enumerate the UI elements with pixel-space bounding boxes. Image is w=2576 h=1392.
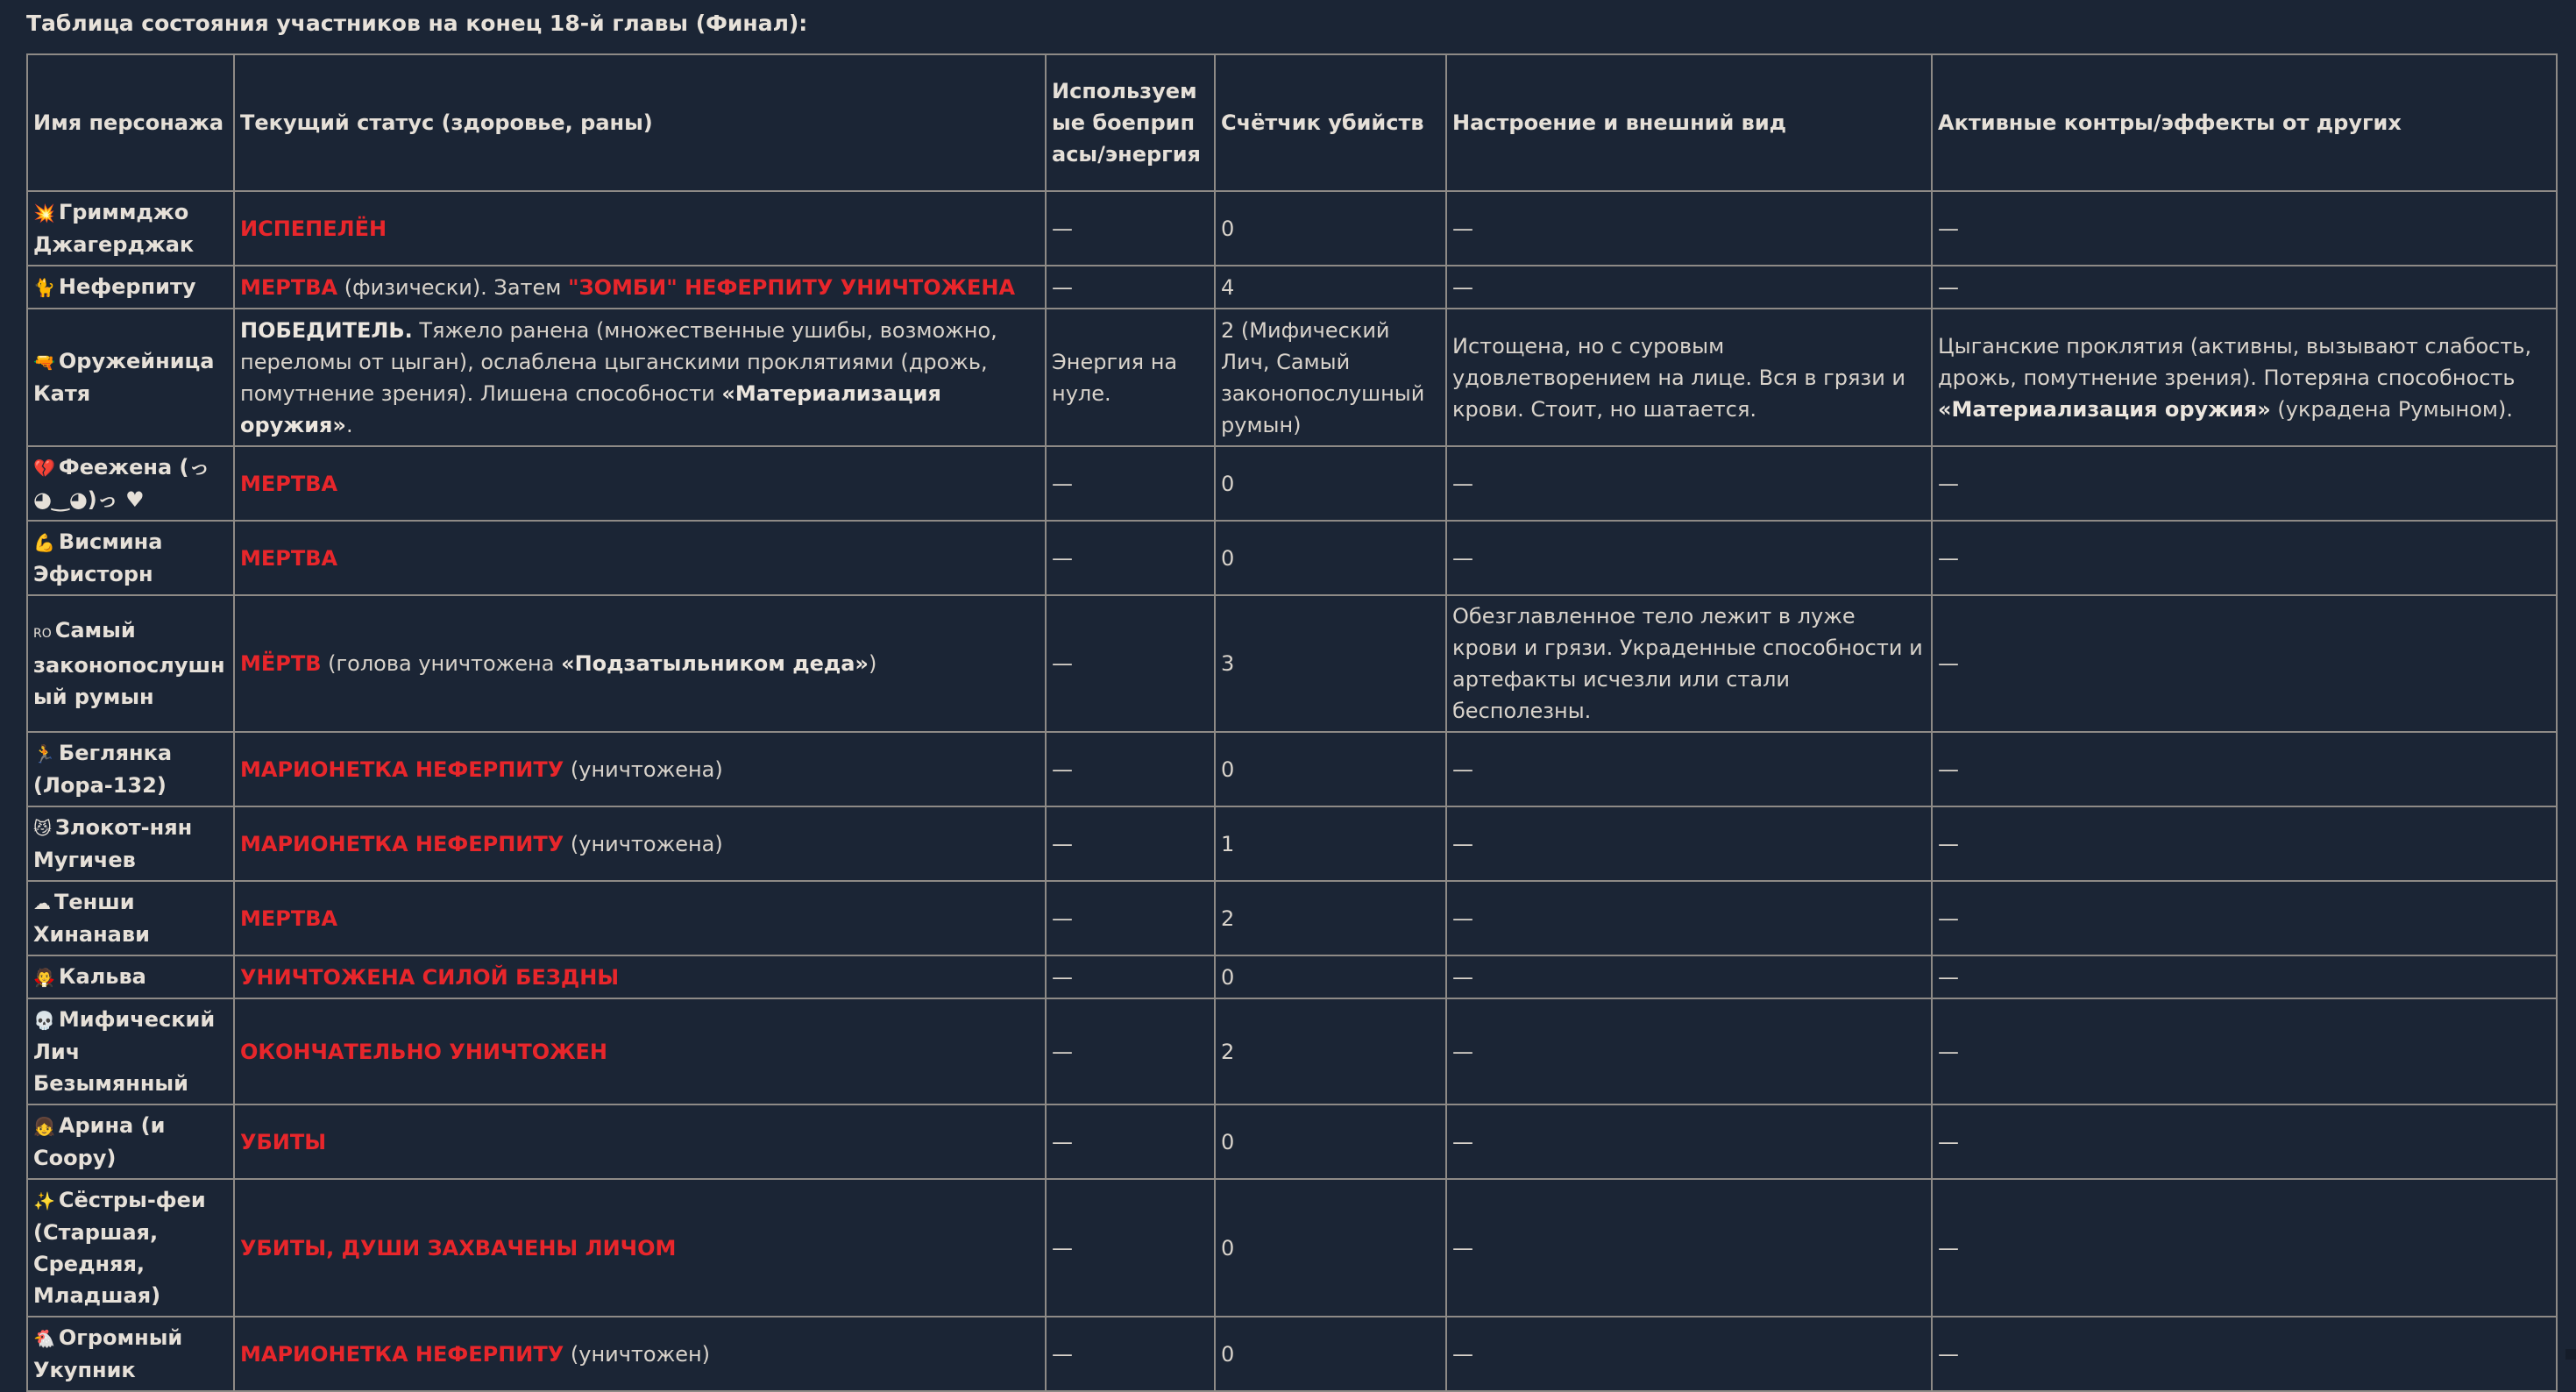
chicken-icon: 🐔 xyxy=(33,1328,55,1349)
mood-cell: — xyxy=(1446,998,1932,1104)
status-cell xyxy=(234,955,1046,998)
status-label: МЕРТВА xyxy=(240,906,338,931)
status-table xyxy=(26,53,2558,1392)
status-cell: МЁРТВ (голова уничтожена «Подзатыльником деда») xyxy=(234,595,1046,732)
cloud-icon: ☁ xyxy=(33,892,51,913)
status-label: ОКОНЧАТЕЛЬНО УНИЧТОЖЕН xyxy=(240,1039,608,1064)
romania-flag-icon: RO xyxy=(33,627,52,641)
character-name: RO Самый законопослушный румын xyxy=(27,595,234,732)
ammo-cell: — xyxy=(1046,521,1215,595)
status-label: МАРИОНЕТКА НЕФЕРПИТУ xyxy=(240,756,564,782)
mood-cell: — xyxy=(1446,521,1932,595)
status-label-2: "ЗОМБИ" НЕФЕРПИТУ УНИЧТОЖЕНА xyxy=(568,274,1016,300)
effects-cell: Цыганские проклятия (активны, вызывают слабость, дрожь, помутнение зрения). Потеряна способность «Материализация оружия» (украдена Румыном). xyxy=(1932,309,2557,446)
table-row xyxy=(27,1317,2557,1391)
status-label: МЕРТВА xyxy=(240,471,338,496)
status-label: МАРИОНЕТКА НЕФЕРПИТУ xyxy=(240,1341,564,1367)
table-row xyxy=(27,732,2557,806)
cat-icon: 🐈 xyxy=(33,277,55,298)
character-name: 💪 Висмина Эфисторн xyxy=(27,521,234,595)
status-winner: ПОБЕДИТЕЛЬ. xyxy=(240,317,413,343)
mood-cell: — xyxy=(1446,1104,1932,1179)
mood-cell: Истощена, но с суровым удовлетворением на лице. Вся в грязи и крови. Стоит, но шатается. xyxy=(1446,309,1932,446)
ammo-cell: — xyxy=(1046,998,1215,1104)
mood-cell: — xyxy=(1446,732,1932,806)
header-kills: Счётчик убийств xyxy=(1215,54,1446,191)
table-row xyxy=(27,1179,2557,1317)
status-cell xyxy=(234,881,1046,955)
explosion-icon: 💥 xyxy=(33,202,55,224)
kills-cell: 2 (Мифический Лич, Самый законопослушный румын) xyxy=(1215,309,1446,446)
character-name: 🏃 Беглянка (Лора-132) xyxy=(27,732,234,806)
status-cell xyxy=(234,191,1046,266)
status-cell: МАРИОНЕТКА НЕФЕРПИТУ (уничтожена) xyxy=(234,732,1046,806)
character-name: ✨ Сёстры-феи (Старшая, Средняя, Младшая) xyxy=(27,1179,234,1317)
table-row xyxy=(27,806,2557,881)
kills-cell: 0 xyxy=(1215,732,1446,806)
effects-cell: — xyxy=(1932,266,2557,309)
girl-icon: 👧 xyxy=(33,1116,55,1137)
effects-cell: — xyxy=(1932,806,2557,881)
status-label: ИСПЕПЕЛЁН xyxy=(240,216,387,241)
runner-icon: 🏃 xyxy=(33,743,55,764)
mood-cell: — xyxy=(1446,1317,1932,1391)
effects-cell: — xyxy=(1932,732,2557,806)
header-ammo: Используемые боеприпасы/энергия xyxy=(1046,54,1215,191)
header-effects: Активные контры/эффекты от других xyxy=(1932,54,2557,191)
kills-cell: 0 xyxy=(1215,191,1446,266)
status-cell: ПОБЕДИТЕЛЬ. Тяжело ранена (множественные ушибы, возможно, переломы от цыган), ослаблена цыганскими проклятиями (дрожь, помутнение зрения). Лишена способности «Материализация оружия». xyxy=(234,309,1046,446)
status-cell xyxy=(234,1104,1046,1179)
scrollbar-corner xyxy=(2565,1349,2576,1360)
cat-face-icon: 😼 xyxy=(33,818,52,839)
ammo-cell: — xyxy=(1046,732,1215,806)
broken-heart-icon: 💔 xyxy=(33,458,55,479)
status-label: УБИТЫ, ДУШИ ЗАХВАЧЕНЫ ЛИЧОМ xyxy=(240,1235,677,1261)
status-label: УБИТЫ xyxy=(240,1129,327,1154)
effects-cell: — xyxy=(1932,1317,2557,1391)
effects-cell: — xyxy=(1932,595,2557,732)
header-status: Текущий статус (здоровье, раны) xyxy=(234,54,1046,191)
table-row xyxy=(27,191,2557,266)
kills-cell: 3 xyxy=(1215,595,1446,732)
status-label: МАРИОНЕТКА НЕФЕРПИТУ xyxy=(240,831,564,856)
biceps-icon: 💪 xyxy=(33,532,55,553)
kills-cell: 0 xyxy=(1215,521,1446,595)
table-row xyxy=(27,955,2557,998)
ammo-cell: — xyxy=(1046,955,1215,998)
table-row xyxy=(27,881,2557,955)
status-label: МЕРТВА xyxy=(240,545,338,571)
ammo-cell: — xyxy=(1046,806,1215,881)
mood-cell: — xyxy=(1446,191,1932,266)
effects-cell: — xyxy=(1932,1179,2557,1317)
table-row xyxy=(27,521,2557,595)
status-cell: МАРИОНЕТКА НЕФЕРПИТУ (уничтожена) xyxy=(234,806,1046,881)
effects-cell: — xyxy=(1932,521,2557,595)
effects-cell: — xyxy=(1932,191,2557,266)
status-cell: МАРИОНЕТКА НЕФЕРПИТУ (уничтожен) xyxy=(234,1317,1046,1391)
kills-cell: 4 xyxy=(1215,266,1446,309)
kills-cell: 2 xyxy=(1215,881,1446,955)
effects-cell: — xyxy=(1932,955,2557,998)
table-row xyxy=(27,595,2557,732)
status-label: МЁРТВ xyxy=(240,651,322,676)
kills-cell: 0 xyxy=(1215,446,1446,521)
character-name: 🔫 Оружейница Катя xyxy=(27,309,234,446)
table-title: Таблица состояния участников на конец 18-й главы (Финал): xyxy=(26,11,808,36)
gun-icon: 🔫 xyxy=(33,352,55,373)
ammo-cell: — xyxy=(1046,446,1215,521)
status-cell xyxy=(234,998,1046,1104)
status-cell xyxy=(234,521,1046,595)
kills-cell: 1 xyxy=(1215,806,1446,881)
ammo-cell: — xyxy=(1046,1179,1215,1317)
character-name: 👧 Арина (и Соору) xyxy=(27,1104,234,1179)
character-name: 🐈 Неферпиту xyxy=(27,266,234,309)
table-row xyxy=(27,309,2557,446)
ammo-cell: Энергия на нуле. xyxy=(1046,309,1215,446)
character-name: 🧛 Кальва xyxy=(27,955,234,998)
status-label: УНИЧТОЖЕНА СИЛОЙ БЕЗДНЫ xyxy=(240,964,620,990)
ammo-cell: — xyxy=(1046,1104,1215,1179)
kills-cell: 0 xyxy=(1215,1104,1446,1179)
ammo-cell: — xyxy=(1046,595,1215,732)
effects-cell: — xyxy=(1932,998,2557,1104)
mood-cell: — xyxy=(1446,881,1932,955)
character-name: 🐔 Огромный Укупник xyxy=(27,1317,234,1391)
ammo-cell: — xyxy=(1046,881,1215,955)
skull-icon: 💀 xyxy=(33,1010,55,1031)
kills-cell: 0 xyxy=(1215,955,1446,998)
mood-cell: — xyxy=(1446,806,1932,881)
effects-cell: — xyxy=(1932,446,2557,521)
mood-cell: — xyxy=(1446,955,1932,998)
table-row xyxy=(27,446,2557,521)
ammo-cell: — xyxy=(1046,266,1215,309)
effects-cell: — xyxy=(1932,881,2557,955)
ammo-cell: — xyxy=(1046,191,1215,266)
table-row xyxy=(27,266,2557,309)
vampire-icon: 🧛 xyxy=(33,967,55,988)
mood-cell: — xyxy=(1446,266,1932,309)
character-name: 💀 Мифический Лич Безымянный xyxy=(27,998,234,1104)
character-name: 💔 Феежена (っ◕‿◕)っ ♥ xyxy=(27,446,234,521)
effects-cell: — xyxy=(1932,1104,2557,1179)
mood-cell: Обезглавленное тело лежит в луже крови и грязи. Украденные способности и артефакты исчезли или стали бесполезны. xyxy=(1446,595,1932,732)
ammo-cell: — xyxy=(1046,1317,1215,1391)
table-row xyxy=(27,998,2557,1104)
header-row xyxy=(27,54,2557,191)
kills-cell: 0 xyxy=(1215,1317,1446,1391)
status-cell: МЕРТВА (физически). Затем "ЗОМБИ" НЕФЕРПИТУ УНИЧТОЖЕНА xyxy=(234,266,1046,309)
kills-cell: 0 xyxy=(1215,1179,1446,1317)
character-name: ☁ Тенши Хинанави xyxy=(27,881,234,955)
mood-cell: — xyxy=(1446,1179,1932,1317)
character-name: 😼 Злокот-нян Мугичев xyxy=(27,806,234,881)
header-name: Имя персонажа xyxy=(27,54,234,191)
status-cell xyxy=(234,446,1046,521)
sparkles-icon: ✨ xyxy=(33,1190,55,1211)
table-row xyxy=(27,1104,2557,1179)
kills-cell: 2 xyxy=(1215,998,1446,1104)
status-label: МЕРТВА xyxy=(240,274,338,300)
header-mood: Настроение и внешний вид xyxy=(1446,54,1932,191)
character-name: 💥 Гриммджо Джагерджак xyxy=(27,191,234,266)
status-cell xyxy=(234,1179,1046,1317)
mood-cell: — xyxy=(1446,446,1932,521)
